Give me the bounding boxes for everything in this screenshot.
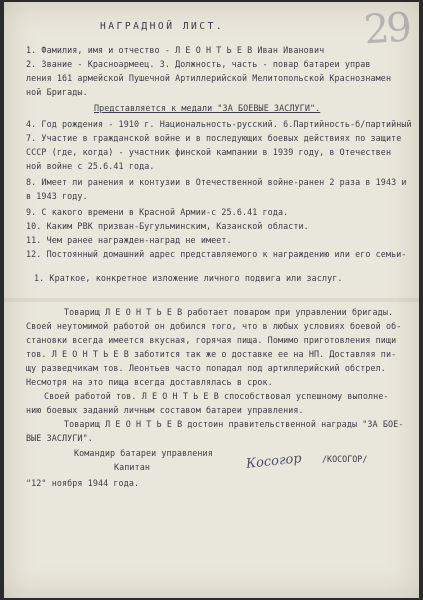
field-line: 8. Имеет ли ранения и контузии в Отечественной войне-ранен 2 раза в 1943 и (26, 177, 407, 187)
body-line: Своей работой тов. Л Е О Н Т Ь Е В способствовал успешному выполне- (44, 391, 389, 401)
field-line: ления 161 армейской Пушечной Артиллерийской Мелитопольской Краснознамен (26, 73, 392, 83)
award-nomination-line: Представляется к медали "ЗА БОЕВЫЕ ЗАСЛУГИ". (94, 103, 321, 113)
field-line: в 1943 году. (26, 191, 88, 201)
body-line: Товарищ Л Е О Н Т Ь Е В работает поваром при управлении бригады. (64, 307, 394, 317)
handwritten-signature: Косогор (245, 451, 303, 472)
document-title: НАГРАДНОЙ ЛИСТ. (100, 21, 225, 32)
body-line: становки всегда имеется вкусная, горячая пища. Помимо приготовления пищи (26, 335, 397, 345)
body-line: тов. Л Е О Н Т Ь Е В заботится так же о доставке ее на НП. Доставляя пи- (26, 349, 397, 359)
body-line: Товарищ Л Е О Н Т Ь Е В достоин правительственной награды "ЗА БОЕ- (64, 419, 404, 429)
field-line: 4. Год рождения - 1910 г. Национальность-русский. 6.Партийность-б/партийный (26, 119, 412, 129)
field-line: 9. С какого времени в Красной Армии-с 25.6.41 года. (26, 207, 289, 217)
section-heading: 1. Краткое, конкретное изложение личного подвига или заслуг. (34, 273, 343, 283)
signatory-position: Командир батареи управления (74, 448, 213, 458)
body-line: ВЫЕ ЗАСЛУГИ". (26, 433, 93, 443)
field-line: 7. Участие в гражданской войне и в последующих боевых действиях по защите (26, 133, 402, 143)
field-line: 1. Фамилия, имя и отчество - Л Е О Н Т Ь Е В Иван Иванович (26, 45, 325, 55)
archive-stamp-number: 29 (362, 4, 411, 54)
signatory-rank: Капитан (114, 462, 150, 472)
field-line: 11. Чем ранее награжден-наград не имеет. (26, 235, 232, 245)
field-line: ной Бригады. (26, 87, 88, 97)
field-line: СССР (где, когда) - участник финской кампании в 1939 году, в Отечествен (26, 147, 392, 157)
field-line: ной войне с 25.6.41 года. (26, 161, 155, 171)
document-date: "12" ноября 1944 года. (26, 478, 140, 488)
award-sheet (4, 2, 419, 598)
signature-name-stamp: /КОСОГОР/ (322, 454, 368, 464)
field-line: 10. Каким РВК призван-Бугульминским, Казанской области. (26, 221, 309, 231)
field-line: 12. Постоянный домашний адрес представляемого к награждению или его семьи- (26, 249, 407, 259)
body-line: нию боевых заданий личным составом батареи управления. (26, 405, 304, 415)
field-line: 2. Звание - Красноармеец. 3. Должность, часть - повар батареи управ (26, 59, 371, 69)
body-line: щу разведчикам тов. Леонтьев часто попадал под артиллерийский обстрел. (26, 363, 386, 373)
body-line: Несмотря на это пища всегда доставлялась в срок. (26, 377, 273, 387)
body-line: Своей неутомимой работой он добился того, что в любых условиях боевой об- (26, 321, 402, 331)
